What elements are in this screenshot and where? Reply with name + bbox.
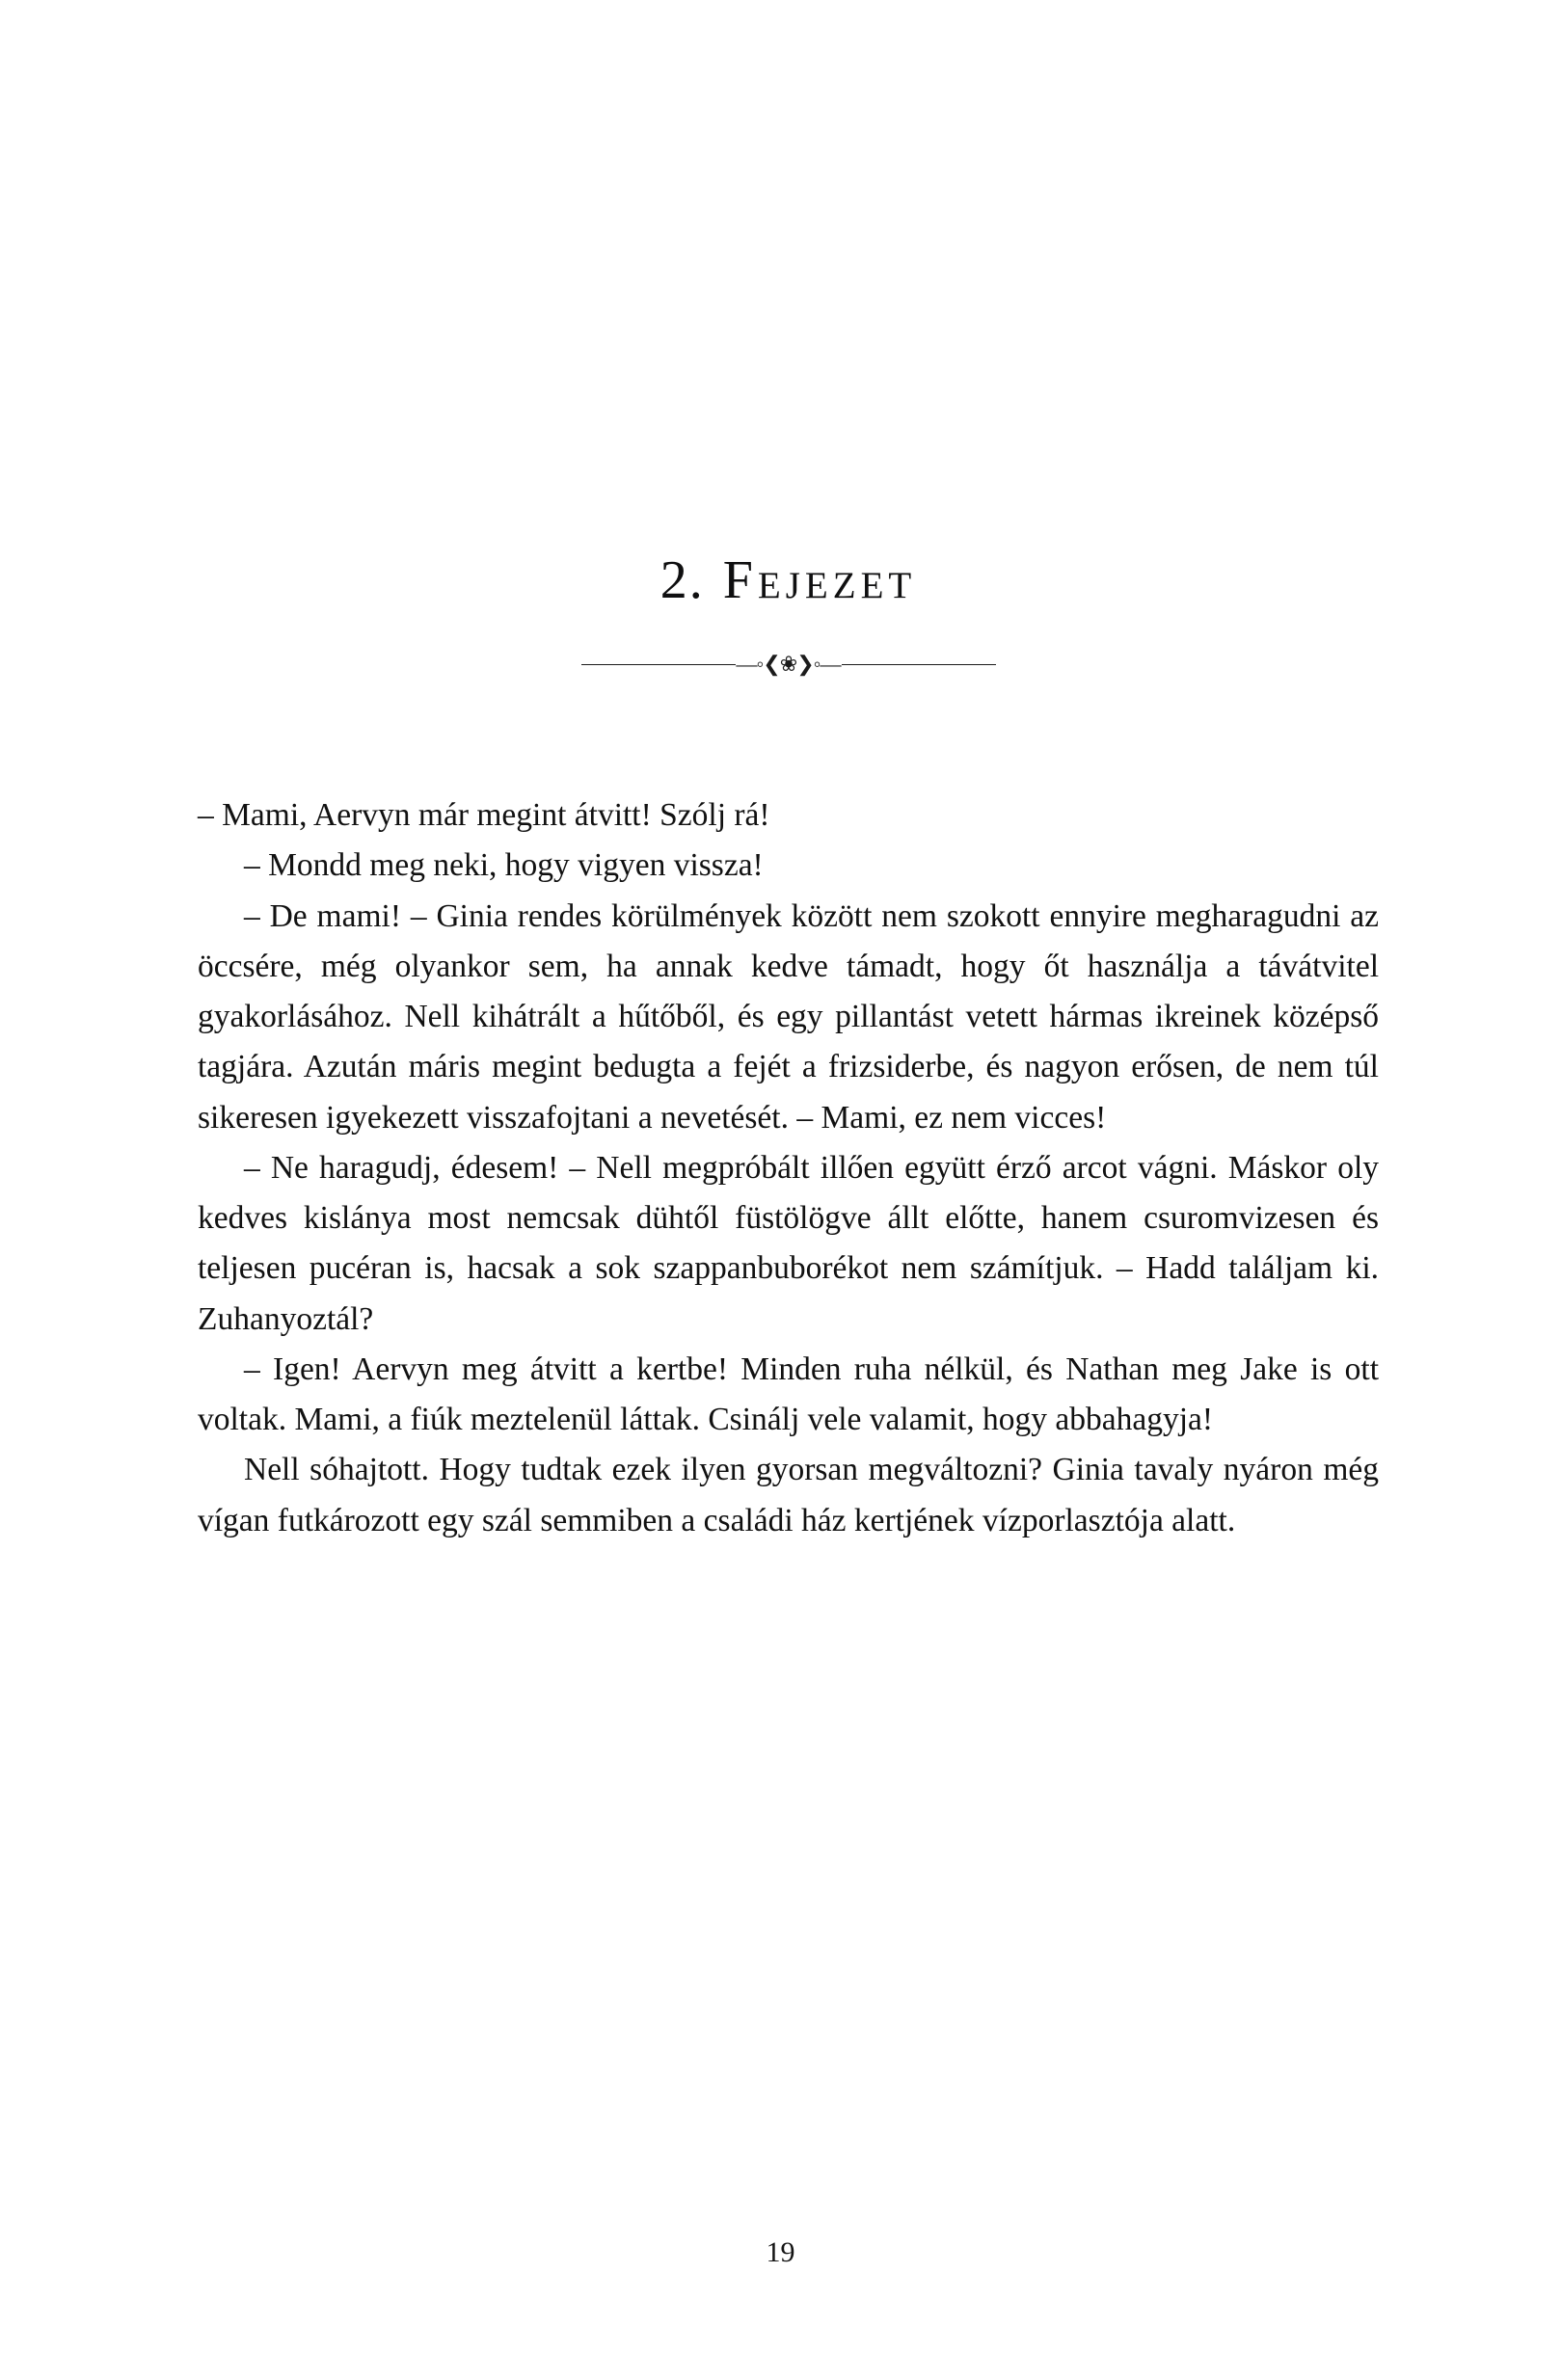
body-text [198,790,1379,1546]
chapter-number: 2. [659,550,705,610]
chapter-title [198,549,1379,611]
ornament-divider [581,652,996,677]
page-content [198,0,1379,1546]
chapter-word: Fejezet [722,550,917,610]
page-number: 19 [766,2236,795,2268]
ornament-rule-left [581,664,736,665]
paragraph: Nell sóhajtott. Hogy tudtak ezek ilyen gyorsan megváltozni? Ginia tavaly nyáron még vígan futkározott egy szál semmiben a családi ház kertjének vízporlasztója alatt. [198,1452,1379,1538]
paragraph: – Mami, Aervyn már megint átvitt! Szólj rá! [198,797,770,833]
paragraph: – Ne haragudj, édesem! – Nell megpróbált illően együtt érző arcot vágni. Máskor oly kedves kislánya most nemcsak dühtől füstölögve állt előtte, hanem csuromvizesen és teljesen pucéran is, hacsak a sok szappanbuborékot nem számítjuk. – Hadd találjam ki. Zuhanyoztál? [198,1149,1379,1337]
paragraph: – Mondd meg neki, hogy vigyen vissza! [244,847,764,884]
paragraph: – Igen! Aervyn meg átvitt a kertbe! Minden ruha nélkül, és Nathan meg Jake is ott voltak. Mami, a fiúk meztelenül láttak. Csinálj vele valamit, hogy abbahagyja! [198,1350,1379,1437]
ornament-rule-right [842,664,996,665]
ornament-glyph: —◦❮❀❯◦— [736,652,841,676]
paragraph: – De mami! – Ginia rendes körülmények között nem szokott ennyire megharagudni az öccsére, még olyankor sem, ha annak kedve támadt, hogy őt használja a távátvitel gyakorlásához. Nell kihátrált a hűtőből, és egy pillantást vetett hármas ikreinek középső tagjára. Azután máris megint bedugta a fejét a frizsiderbe, és nagyon erősen, de nem túl sikeresen igyekezett visszafojtani a nevetését. – Mami, ez nem vicces! [198,897,1379,1136]
